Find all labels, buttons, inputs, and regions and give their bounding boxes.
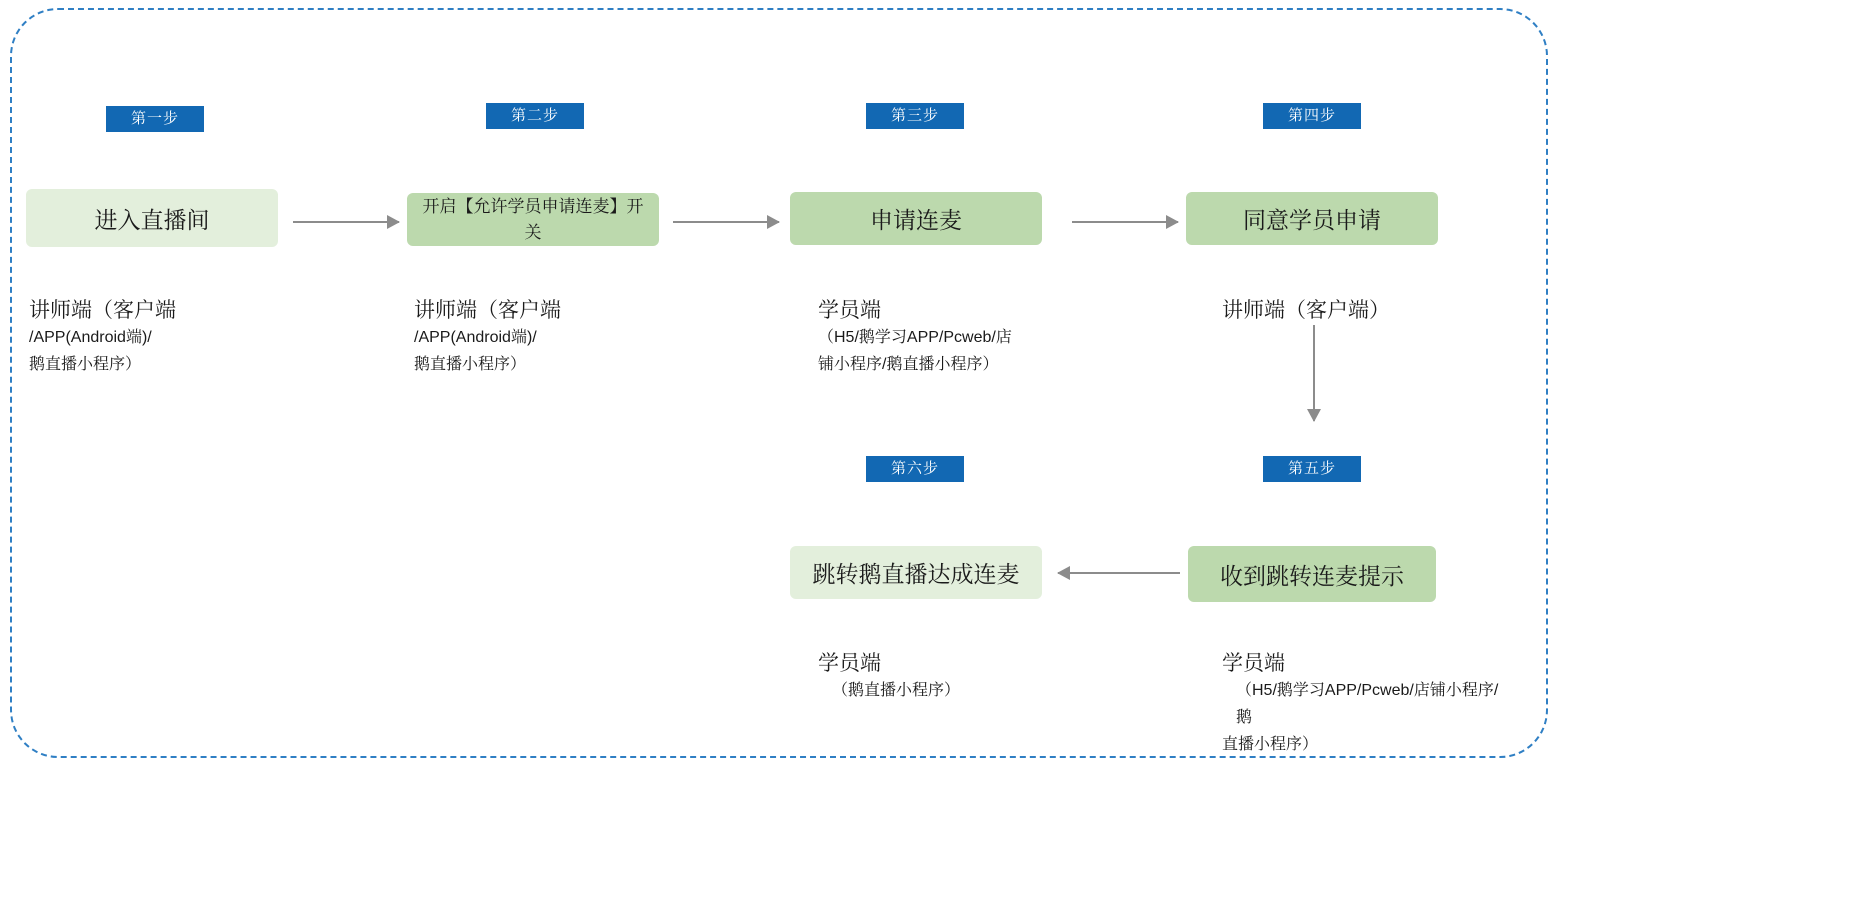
caption-step-3 xyxy=(818,297,1058,378)
caption-step-2-sub: /APP(Android端)/ xyxy=(414,329,537,346)
caption-step-2-sub2: 鹅直播小程序） xyxy=(414,356,527,373)
step-badge-3: 第三步 xyxy=(866,103,964,129)
caption-step-5-main: 学员端 xyxy=(1222,652,1285,675)
step-badge-4: 第四步 xyxy=(1263,103,1361,129)
arrow-1-to-2 xyxy=(293,221,399,223)
caption-step-4 xyxy=(1222,297,1472,324)
arrow-4-to-5 xyxy=(1313,325,1315,421)
caption-step-4-main: 讲师端（客户端） xyxy=(1222,299,1390,322)
caption-step-1-sub2: 鹅直播小程序） xyxy=(29,356,142,373)
caption-step-1-sub: /APP(Android端)/ xyxy=(29,329,152,346)
step-badge-1: 第一步 xyxy=(106,106,204,132)
step-badge-5: 第五步 xyxy=(1263,456,1361,482)
arrow-3-to-4 xyxy=(1072,221,1178,223)
caption-step-1-main: 讲师端（客户端 xyxy=(29,299,176,322)
caption-step-6 xyxy=(818,650,1078,704)
node-step-5[interactable]: 收到跳转连麦提示 xyxy=(1188,546,1436,602)
caption-step-3-sub: （H5/鹅学习APP/Pcweb/店 xyxy=(818,329,1012,346)
step-badge-6: 第六步 xyxy=(866,456,964,482)
caption-step-3-main: 学员端 xyxy=(818,299,881,322)
step-badge-2: 第二步 xyxy=(486,103,584,129)
arrow-5-to-6 xyxy=(1058,572,1180,574)
node-step-4[interactable]: 同意学员申请 xyxy=(1186,192,1438,245)
caption-step-1 xyxy=(29,297,279,378)
node-step-2[interactable]: 开启【允许学员申请连麦】开关 xyxy=(407,193,659,246)
caption-step-2-main: 讲师端（客户端 xyxy=(414,299,561,322)
caption-step-6-sub: （鹅直播小程序） xyxy=(832,682,961,699)
caption-step-5-sub2: 直播小程序） xyxy=(1222,736,1319,753)
node-step-3[interactable]: 申请连麦 xyxy=(790,192,1042,245)
caption-step-2 xyxy=(414,297,664,378)
arrow-2-to-3 xyxy=(673,221,779,223)
caption-step-6-main: 学员端 xyxy=(818,652,881,675)
node-step-1[interactable]: 进入直播间 xyxy=(26,189,278,247)
node-step-6[interactable]: 跳转鹅直播达成连麦 xyxy=(790,546,1042,599)
caption-step-3-sub2: 铺小程序/鹅直播小程序） xyxy=(818,356,999,373)
caption-step-5 xyxy=(1222,650,1512,758)
caption-step-5-sub: （H5/鹅学习APP/Pcweb/店铺小程序/鹅 xyxy=(1236,682,1499,726)
